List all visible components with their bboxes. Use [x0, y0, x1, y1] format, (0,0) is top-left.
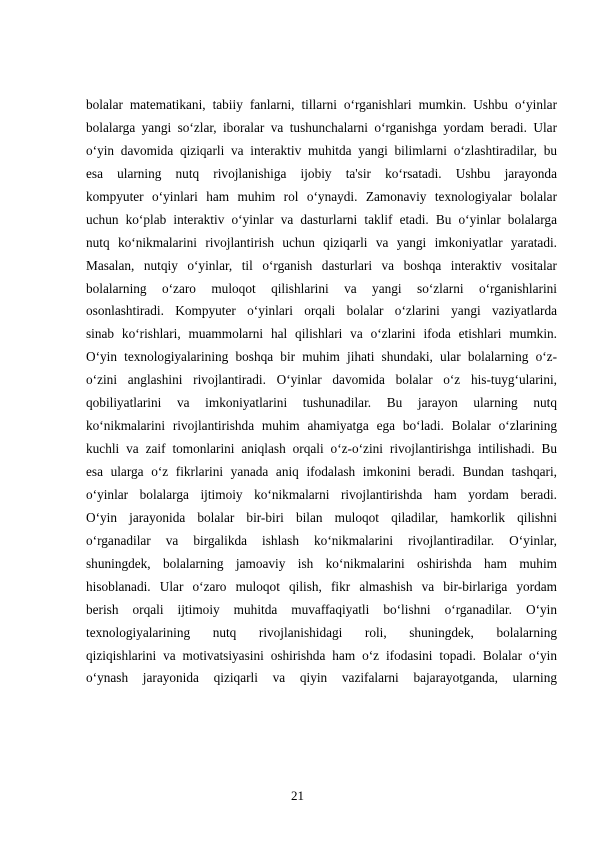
text-line: bolalarning o‘zaro muloqot qilishlarini va yangi so‘zlarni o‘rganishlarini — [86, 280, 557, 296]
text-line: qobiliyatlarini va imkoniyatlarini tushunadilar. Bu jarayon ularning nutq — [86, 395, 557, 411]
text-line: esa ularning nutq rivojlanishiga ijobiy ta'sir ko‘rsatadi. Ushbu jarayonda — [86, 165, 557, 181]
text-line: sinab ko‘rishlari, muammolarni hal qilishlari va o‘zlarini ifoda etishlari mumkin. — [86, 326, 557, 342]
text-line: o‘yinlar bolalarga ijtimoiy ko‘nikmalarni rivojlantirishda ham yordam beradi. — [86, 486, 557, 502]
text-line: kuchli va zaif tomonlarini aniqlash orqali o‘z-o‘zini rivojlantirishga intilishadi. Bu — [86, 441, 557, 457]
page-number: 21 — [291, 788, 304, 803]
text-line: O‘yin texnologiyalarining boshqa bir muhim jihati shundaki, ular bolalarning o‘z- — [86, 349, 557, 365]
text-line: o‘ynash jarayonida qiziqarli va qiyin vazifalarni bajarayotganda, ularning — [86, 670, 557, 686]
text-line: esa ularga o‘z fikrlarini yanada aniq ifodalash imkonini beradi. Bundan tashqari, — [86, 464, 557, 479]
text-line: ko‘nikmalarini rivojlantirishda muhim ahamiyatga ega bo‘ladi. Bolalar o‘zlarining — [86, 418, 557, 434]
text-line: nutq ko‘nikmalarini rivojlantirish uchun qiziqarli va yangi imkoniyatlar yaratadi. — [86, 234, 557, 250]
text-line: shuningdek, bolalarning jamoaviy ish ko‘nikmalarini oshirishda ham muhim — [86, 555, 557, 571]
text-line: kompyuter o‘yinlari ham muhim rol o‘ynaydi. Zamonaviy texnologiyalar bolalar — [86, 188, 557, 204]
text-line: qiziqishlarini va motivatsiyasini oshirishda ham o‘z ifodasini topadi. Bolalar o‘yin — [86, 647, 557, 663]
text-line: hisoblanadi. Ular o‘zaro muloqot qilish, fikr almashish va bir-birlariga yordam — [86, 578, 557, 594]
text-line: bolalar matematikani, tabiiy fanlarni, tillarni o‘rganishlari mumkin. Ushbu o‘yinlar — [86, 97, 557, 112]
text-line: o‘yin davomida qiziqarli va interaktiv muhitda yangi bilimlarni o‘zlashtiradilar, bu — [86, 142, 557, 158]
text-line: uchun ko‘plab interaktiv o‘yinlar va dasturlarni taklif etadi. Bu o‘yinlar bolalarga — [86, 211, 557, 227]
text-line: O‘yin jarayonida bolalar bir-biri bilan muloqot qiladilar, hamkorlik qilishni — [86, 509, 557, 525]
text-line: berish orqali ijtimoiy muhitda muvaffaqiyatli bo‘lishni o‘rganadilar. O‘yin — [86, 601, 557, 617]
body-text — [86, 94, 557, 690]
text-line: o‘zini anglashini rivojlantiradi. O‘yinlar davomida bolalar o‘z his-tuyg‘ularini, — [86, 372, 557, 388]
text-line: o‘rganadilar va birgalikda ishlash ko‘nikmalarini rivojlantiradilar. O‘yinlar, — [86, 532, 557, 548]
text-line: Masalan, nutqiy o‘yinlar, til o‘rganish dasturlari va boshqa interaktiv vositalar — [86, 257, 557, 273]
text-line: osonlashtiradi. Kompyuter o‘yinlari orqali bolalar o‘zlarini yangi vaziyatlarda — [86, 303, 557, 319]
text-line: texnologiyalarining nutq rivojlanishidagi roli, shuningdek, bolalarning — [86, 624, 557, 640]
text-line: bolalarga yangi so‘zlar, iboralar va tushunchalarni o‘rganishga yordam beradi. Ular — [86, 119, 557, 135]
